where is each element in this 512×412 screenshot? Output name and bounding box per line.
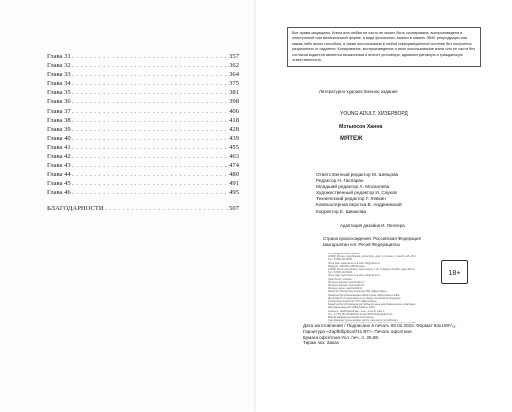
toc-entry (47, 135, 239, 144)
fine-print-line: Сертификация туралы ақпарат сайтта: www.eksmo.ru/certification (328, 320, 398, 323)
toc-entry (47, 189, 239, 198)
toc-leader-dots (72, 144, 228, 151)
staff-line: Технический редактор Г. Левкин (316, 196, 386, 202)
toc-entry (47, 144, 239, 153)
design-adaptation: Адаптация дизайна И. Пеплера (340, 223, 405, 228)
toc-entry-page: 364 (229, 71, 239, 79)
fine-print-line: Қазақстан Республикасындағы импорттаушы «РДЦ-Алматы» ЖШС. (328, 294, 401, 297)
toc-leader-dots (72, 189, 228, 196)
staff-line: Компьютерная верстка В. Андриевский (316, 202, 402, 208)
toc-entry-page: 375 (229, 80, 239, 88)
toc-acknowledgements (47, 205, 239, 214)
toc-entry (47, 80, 239, 89)
toc-entry-page: 491 (229, 180, 239, 188)
publisher-fine-print (328, 253, 456, 323)
toc-entry (47, 98, 239, 107)
book-title: МЯТЕЖ (340, 136, 363, 142)
fine-print-line: в Республике Казахстан: ТОО «РДЦ-Алматы» (328, 301, 377, 304)
toc-entry (47, 89, 239, 98)
toc-entry (47, 153, 239, 162)
toc-entry (47, 180, 239, 189)
toc-entry (47, 108, 239, 117)
toc-entry-label: Глава 33 (47, 71, 71, 79)
fine-print-line: Home page: www.eksmo.ru E-mail: info@eksmo.ru (328, 262, 380, 265)
toc-entry-page: 480 (229, 171, 239, 179)
print-info-line: Бумага офсетная.Усл. печ. л. 26,88. (303, 334, 380, 340)
toc-leader-dots (72, 80, 228, 87)
toc-entry-label: Глава 36 (47, 98, 71, 106)
fine-print-line: Өндіруші: «ЭКСМО» АҚБ Баспасы, (328, 265, 366, 268)
toc-entry-label: Глава 42 (47, 153, 71, 161)
fine-print-line: Тел.: 8 (727) 251-59-90/91/92; E-mail: RDC-Almaty@eksmo.kz (328, 313, 393, 316)
fine-print-line: Дистрибьютор и представитель по приему претензий на продукцию, (328, 297, 401, 300)
staff-line: Младший редактор А. Москалева (316, 184, 390, 190)
toc-leader-dots (72, 53, 228, 60)
toc-entry (47, 53, 239, 62)
toc-leader-dots (105, 205, 228, 212)
toc-leader-dots (72, 108, 228, 115)
staff-line: Ответственный редактор М. Шевцова (316, 172, 399, 177)
print-info-line: Гарнитура «ZapfElliptical711 BT». Печать офсетная. (303, 328, 413, 334)
toc-leader-dots (72, 126, 228, 133)
toc-leader-dots (72, 180, 228, 187)
toc-entry-page: 357 (229, 53, 239, 60)
author-name: Мэтьюсон Ханна (339, 124, 383, 130)
toc-entry-page: 406 (229, 107, 239, 115)
toc-entry (47, 117, 239, 126)
toc-entry-page: 362 (229, 62, 239, 70)
toc-leader-dots (72, 153, 228, 160)
toc-entry (47, 71, 239, 80)
print-info (303, 323, 488, 346)
toc-entry (47, 162, 239, 171)
copyright-notice: Все права защищены. Книга или любая ее часть не может быть скопирована, воспроизведена в электронной или механической форме, в виде фотокопии, записи в память ЭВМ, репродукции или каким-либо иным способом, а также использована в любой информационной системе без получения разрешения от издателя. Копирование, воспроизведение и иное использование книги или ее части без согласия издателя является незаконным и влечет уголовную, административную и гражданскую ответственность. (287, 27, 481, 67)
toc-entry-page: 463 (229, 153, 239, 161)
toc-leader-dots (72, 117, 228, 124)
toc-entry-label: Глава 46 (47, 189, 71, 197)
fine-print-line: Интернет-магазин: www.book24.ru (328, 281, 365, 284)
staff-line: Редактор Н. Гаспарян (316, 178, 364, 184)
fine-print-line: Тел.: 8 (495) 411-68-86. (328, 259, 353, 262)
toc-entry-label: Глава 44 (47, 171, 71, 179)
toc-entry-page: 507 (229, 204, 239, 212)
toc-entry-label: Глава 43 (47, 162, 71, 170)
country-kz: Шығарылған елі: Ресей Федерациясы (323, 242, 401, 247)
toc-entry-page: 418 (229, 116, 239, 124)
toc-entry-label: Глава 35 (47, 89, 71, 97)
toc-entry-page: 398 (229, 98, 239, 106)
print-info-line: Дата изготовления / Подписано в печать 08.02.2023. Формат 84x108¹/₃₂. (303, 323, 457, 328)
age-rating-badge: 18+ (441, 260, 468, 284)
toc-entry-page: 439 (229, 134, 239, 142)
toc-leader-dots (72, 98, 228, 105)
fine-print-line: Тауар белгісі: «Эксмо» (328, 278, 353, 281)
print-info-line: Тираж экз. Заказ (303, 340, 339, 346)
editorial-staff (316, 172, 476, 215)
genre-label: YOUNG ADULT. ХИЗЕРВОРД (340, 111, 408, 117)
toc-leader-dots (72, 71, 228, 78)
toc-entry-label: Глава 45 (47, 180, 71, 188)
fine-print-line: Өнімнің жарамдылық мерзімі шектелмеген. (328, 317, 375, 320)
toc-entry-label: Глава 32 (47, 62, 71, 70)
toc-entry (47, 171, 239, 180)
toc-entry-page: 381 (229, 89, 239, 97)
toc-leader-dots (72, 135, 228, 142)
toc-entry-page: 495 (229, 189, 239, 197)
fine-print-line: қабылдаушының өкілі «РДЦ-Алматы» ЖШС, (328, 307, 376, 310)
left-page (0, 0, 255, 412)
toc-entry-page: 455 (229, 143, 239, 151)
toc-entry-label: Глава 34 (47, 80, 71, 88)
fine-print-line: 123308, Россия, город Москва, улица Зорге, дом 1, строение 1, этаж 20, каб. 2013. (328, 256, 417, 259)
staff-line: Художественный редактор И. Сауков (316, 190, 397, 196)
toc-leader-dots (72, 171, 228, 178)
fine-print-line: Тел.: 8 (495) 411-68-86. (328, 272, 353, 275)
table-of-contents (47, 53, 239, 214)
toc-entry-label: Глава 37 (47, 107, 71, 115)
edition-type: Литературно-художественное издание (319, 89, 398, 94)
fine-print-line: Импортёр в Республику Казахстан ТОО «РДЦ-Алматы». (328, 291, 388, 294)
fine-print-line: Интернет-дүкен: www.book24.kz (328, 288, 363, 291)
fine-print-line: Интернет-магазин: www.book24.kz (328, 285, 365, 288)
toc-entry-label: Глава 40 (47, 134, 71, 142)
fine-print-line: Қазақстан Республикасында дистрибьютор және өнім бойынша арыз-талаптарды (328, 304, 416, 307)
fine-print-line: Home page: www.eksmo.ru E-mail: info@eksmo.ru. (328, 275, 381, 278)
toc-entry-page: 428 (229, 125, 239, 133)
fine-print-line: Алматы қ., Домбровский көш., 3«а», литер Б, офис 1. (328, 310, 385, 313)
toc-leader-dots (72, 162, 228, 169)
toc-entry-label: Глава 39 (47, 125, 71, 133)
toc-entry-label: Глава 31 (47, 53, 71, 60)
staff-line: Корректор Е. Шишкова (316, 208, 367, 214)
toc-entry-label: БЛАГОДАРНОСТИ (47, 204, 104, 212)
toc-entry-page: 474 (229, 162, 239, 170)
fine-print-line: ООО «Издательство «Эксмо» (328, 253, 360, 255)
toc-entry-label: Глава 38 (47, 116, 71, 124)
country-of-origin (323, 236, 473, 248)
toc-entry (47, 126, 239, 135)
country-ru: Страна происхождения: Российская Федерация (323, 236, 421, 241)
toc-leader-dots (72, 62, 228, 69)
toc-entry (47, 62, 239, 71)
toc-leader-dots (72, 89, 228, 96)
toc-entry-label: Глава 41 (47, 143, 71, 151)
fine-print-line: 123308, Ресей, қала Мәскеу, Зорге көшесі, 1 үй, 1 ғимарат, 20 қабат, офис 2013 ж. (328, 269, 416, 272)
